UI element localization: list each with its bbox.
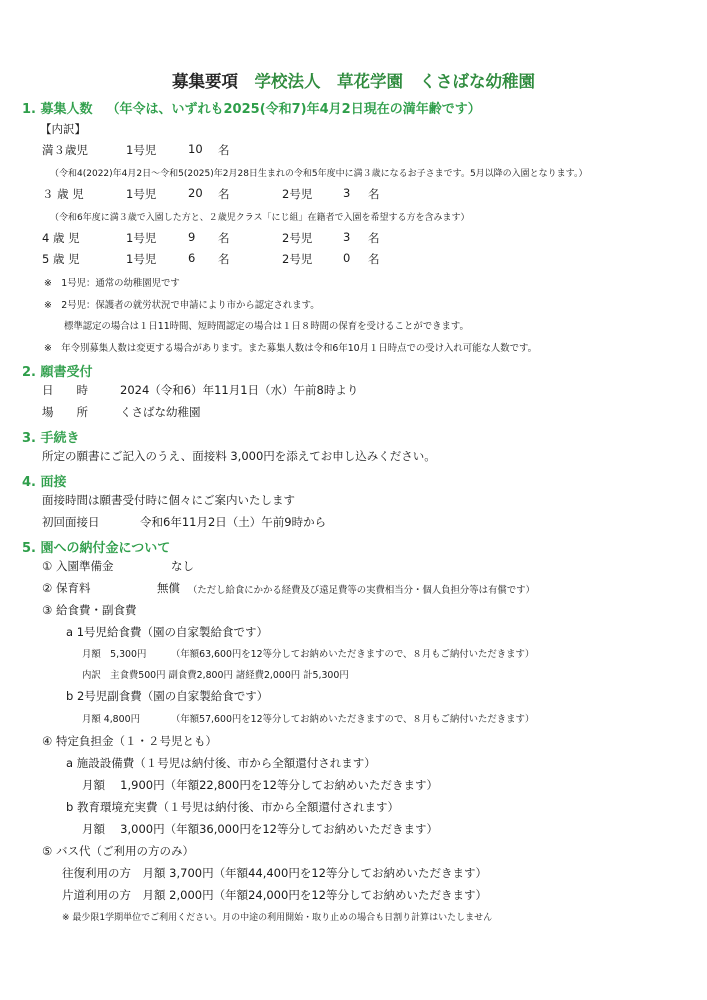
application-place-row — [0, 404, 707, 422]
count: 10 — [188, 142, 203, 156]
interview-date-value: 令和6年11月2日（土）午前9時から — [140, 515, 327, 529]
enrollment-note-age3-early: （令和4(2022)年4月2日～令和5(2025)年2月28日生まれの令和5年度中に満３歳になるお子さまです。5月以降の入園となります。） — [50, 169, 588, 179]
breakdown-label: 【内訳】 — [40, 122, 86, 136]
bus-note: ※ 最少限1学期単位でご利用ください。月の中途の利用開始・取り止めの場合も日割り計算はいたしません — [62, 913, 493, 923]
procedure-text: 所定の願書にご記入のうえ、面接料 3,000円を添えてお申し込みください。 — [42, 449, 436, 463]
enrollment-row-age5 — [0, 251, 707, 269]
note-class2-hours: 標準認定の場合は１日11時間、短時間認定の場合は１日８時間の保育を受けることができます。 — [64, 321, 469, 332]
meal-fee-class2: b 2号児副食費（園の自家製給食です） — [66, 689, 269, 703]
section-1-heading — [22, 98, 481, 117]
age-label: 満３歳児 — [42, 143, 88, 157]
section-3-heading: 3. 手続き — [22, 431, 80, 446]
interview-time-text: 面接時間は願書受付時に個々にご案内いたします — [42, 493, 295, 507]
application-date-row — [0, 382, 707, 400]
education-fee-monthly: 月額 3,000円（年額36,000円を12等分してお納めいただきます） — [82, 822, 438, 836]
unit: 名 — [218, 143, 230, 157]
fee-item-bus: ⑤ バス代（ご利用の方のみ） — [42, 844, 194, 858]
fee-item-childcare — [0, 580, 707, 598]
meal-fee-class1-monthly — [0, 646, 707, 662]
monthly-amount: 月額 4,800円 — [82, 714, 140, 725]
unit-2: 名 — [368, 252, 380, 266]
date-value: 2024（令和6）年11月1日（水）午前8時より — [120, 383, 359, 397]
fee-item-admission — [0, 558, 707, 576]
fee-value: 無償 — [157, 581, 180, 595]
count: 9 — [188, 230, 196, 244]
unit: 名 — [218, 252, 230, 266]
education-fee: b 教育環境充実費（１号児は納付後、市から全額還付されます） — [66, 800, 399, 814]
fee-label: ② 保育料 — [42, 581, 91, 595]
count-2: 0 — [343, 251, 351, 265]
class-type-2: 2号児 — [282, 187, 313, 201]
page-title — [0, 68, 707, 92]
count-2: 3 — [343, 230, 351, 244]
section-4-heading: 4. 面接 — [22, 475, 67, 490]
note-enrollment-change: ※ 年令別募集人数は変更する場合があります。また募集人数は令和6年10月１日時点での受け入れ可能な人数です。 — [44, 343, 538, 354]
class-type-2: 2号児 — [282, 252, 313, 266]
fee-label: ① 入園準備金 — [42, 559, 114, 573]
enrollment-row-age4 — [0, 230, 707, 248]
place-value: くさばな幼稚園 — [120, 405, 201, 419]
age-label: ３ 歳 児 — [42, 187, 84, 201]
fee-note: （ただし給食にかかる経費及び遠足費等の実費相当分・個人負担分等は有償です） — [188, 585, 535, 596]
meal-fee-class1: a 1号児給食費（園の自家製給食です） — [66, 625, 269, 639]
meal-fee-class2-monthly — [0, 711, 707, 727]
monthly-amount: 月額 5,300円 — [82, 649, 147, 660]
class-type: 1号児 — [126, 187, 157, 201]
unit-2: 名 — [368, 231, 380, 245]
class-type-2: 2号児 — [282, 231, 313, 245]
age-label: 5 歳 児 — [42, 252, 80, 266]
meal-fee-class1-detail: 内訳 主食費500円 副食費2,800円 諸経費2,000円 計5,300円 — [82, 670, 349, 681]
fee-item-special: ④ 特定負担金（１・２号児とも） — [42, 734, 217, 748]
count-2: 3 — [343, 186, 351, 200]
note-class2: ※ 2号児：保護者の就労状況で申請により市から認定されます。 — [44, 300, 320, 311]
bus-oneway: 片道利用の方 月額 2,000円（年額24,000円を12等分してお納めいただきます） — [62, 888, 487, 902]
interview-date-label: 初回面接日 — [42, 515, 100, 529]
unit: 名 — [218, 231, 230, 245]
class-type: 1号児 — [126, 252, 157, 266]
age-label: 4 歳 児 — [42, 231, 80, 245]
class-type: 1号児 — [126, 231, 157, 245]
monthly-note: （年額63,600円を12等分してお納めいただきますので、８月もご納付いただきます） — [171, 649, 535, 660]
enrollment-row-age3 — [0, 186, 707, 204]
count: 20 — [188, 186, 203, 200]
section-5-heading: 5. 園への納付金について — [22, 541, 171, 556]
unit-2: 名 — [368, 187, 380, 201]
monthly-note: （年額57,600円を12等分してお納めいただきますので、８月もご納付いただきます） — [171, 714, 535, 725]
bus-roundtrip: 往復利用の方 月額 3,700円（年額44,400円を12等分してお納めいただきます） — [62, 866, 487, 880]
interview-date-row — [0, 514, 707, 532]
section-1-title: 1. 募集人数 — [22, 102, 93, 117]
title-main: 募集要項 — [172, 72, 238, 91]
enrollment-row-age3-early — [0, 142, 707, 160]
class-type: 1号児 — [126, 143, 157, 157]
title-school-name: 学校法人 草花学園 くさばな幼稚園 — [254, 72, 535, 91]
section-2-heading: 2. 願書受付 — [22, 365, 93, 380]
note-class1: ※ 1号児：通常の幼稚園児です — [44, 278, 180, 289]
facility-fee: a 施設設備費（１号児は納付後、市から全額還付されます） — [66, 756, 376, 770]
count: 6 — [188, 251, 196, 265]
enrollment-note-age3: （令和6年度に満３歳で入園した方と、２歳児クラス「にじ組」在籍者で入園を希望する方を含みます） — [50, 213, 470, 223]
date-label: 日 時 — [42, 383, 88, 397]
unit: 名 — [218, 187, 230, 201]
fee-value: なし — [171, 559, 194, 573]
section-1-note: （年令は、いずれも2025(令和7)年4月2日現在の満年齢です） — [106, 102, 481, 117]
place-label: 場 所 — [42, 405, 88, 419]
fee-item-meals: ③ 給食費・副食費 — [42, 603, 137, 617]
facility-fee-monthly: 月額 1,900円（年額22,800円を12等分してお納めいただきます） — [82, 778, 438, 792]
